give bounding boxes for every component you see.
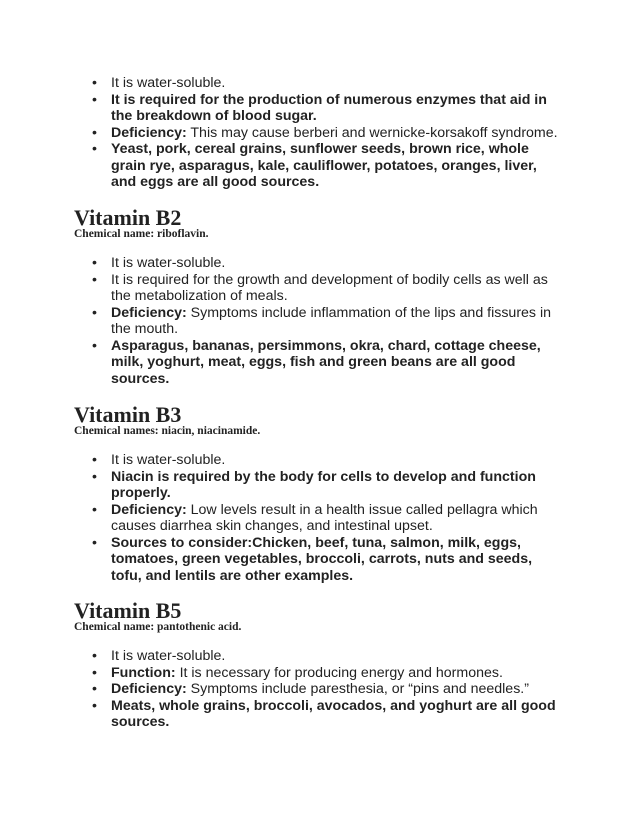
list-item [92,75,562,92]
list-item [92,452,562,469]
vitamin-b2-list [92,255,562,387]
list-item-text: Yeast, pork, cereal grains, sunflower seeds, brown rice, whole grain rye, asparagus, kale, cauliflower, potatoes, oranges, liver, and eggs are all good sources. [111,141,537,190]
list-item-label: Function: [111,664,176,681]
vitamin-b3-heading: Vitamin B3 [74,402,182,427]
list-item [92,681,562,698]
list-item-text: Symptoms include paresthesia, or “pins and needles.” [186,681,529,697]
list-item-text: It is required for the growth and development of bodily cells as well as the metabolization of meals. [111,271,548,304]
list-item-text: It is water-soluble. [111,648,226,664]
vitamin-b1-list [92,75,562,191]
list-item [92,535,562,585]
list-item [92,698,562,731]
list-item-text: It is water-soluble. [111,452,226,468]
vitamin-b5-chemical-name: Chemical name: pantothenic acid. [74,621,242,633]
vitamin-b5-heading: Vitamin B5 [74,598,182,623]
list-item-text: It is water-soluble. [111,255,226,271]
list-item [92,255,562,272]
list-item-text: It is necessary for producing energy and hormones. [175,664,503,681]
list-item [92,665,562,682]
list-item-text: It is water-soluble. [111,75,226,91]
list-item [92,125,562,142]
vitamin-b2-heading: Vitamin B2 [74,205,182,230]
list-item [92,141,562,191]
list-item-label: Deficiency: [111,124,187,141]
list-item-text: Niacin is required by the body for cells to develop and function properly. [111,468,536,501]
list-item-label: Deficiency: [111,501,187,518]
list-item [92,338,562,388]
list-item-text: Asparagus, bananas, persimmons, okra, chard, cottage cheese, milk, yoghurt, meat, eggs, fish and green beans are all good sources. [111,337,541,387]
list-item [92,305,562,338]
list-item-text: Sources to consider:Chicken, beef, tuna, salmon, milk, eggs, tomatoes, green vegetables, broccoli, carrots, nuts and seeds, tofu, and lentils are other examples. [111,534,533,584]
list-item [92,502,562,535]
list-item [92,272,562,305]
vitamin-b3-chemical-name: Chemical names: niacin, niacinamide. [74,425,261,437]
vitamin-b3-list [92,452,562,584]
list-item [92,648,562,665]
list-item [92,469,562,502]
list-item-text: Symptoms include inflammation of the lips and fissures in the mouth. [111,304,552,337]
list-item [92,92,562,125]
list-item-label: Deficiency: [111,304,187,321]
vitamin-b5-list [92,648,562,731]
list-item-text: Low levels result in a health issue called pellagra which causes diarrhea skin changes, and intestinal upset. [111,501,538,534]
list-item-text: It is required for the production of numerous enzymes that aid in the breakdown of blood sugar. [111,91,547,124]
list-item-label: Deficiency: [111,681,187,697]
vitamin-b2-chemical-name: Chemical name: riboflavin. [74,228,209,240]
list-item-text: Meats, whole grains, broccoli, avocados, and yoghurt are all good sources. [111,697,556,730]
list-item-text: This may cause berberi and wernicke-korsakoff syndrome. [186,124,558,141]
